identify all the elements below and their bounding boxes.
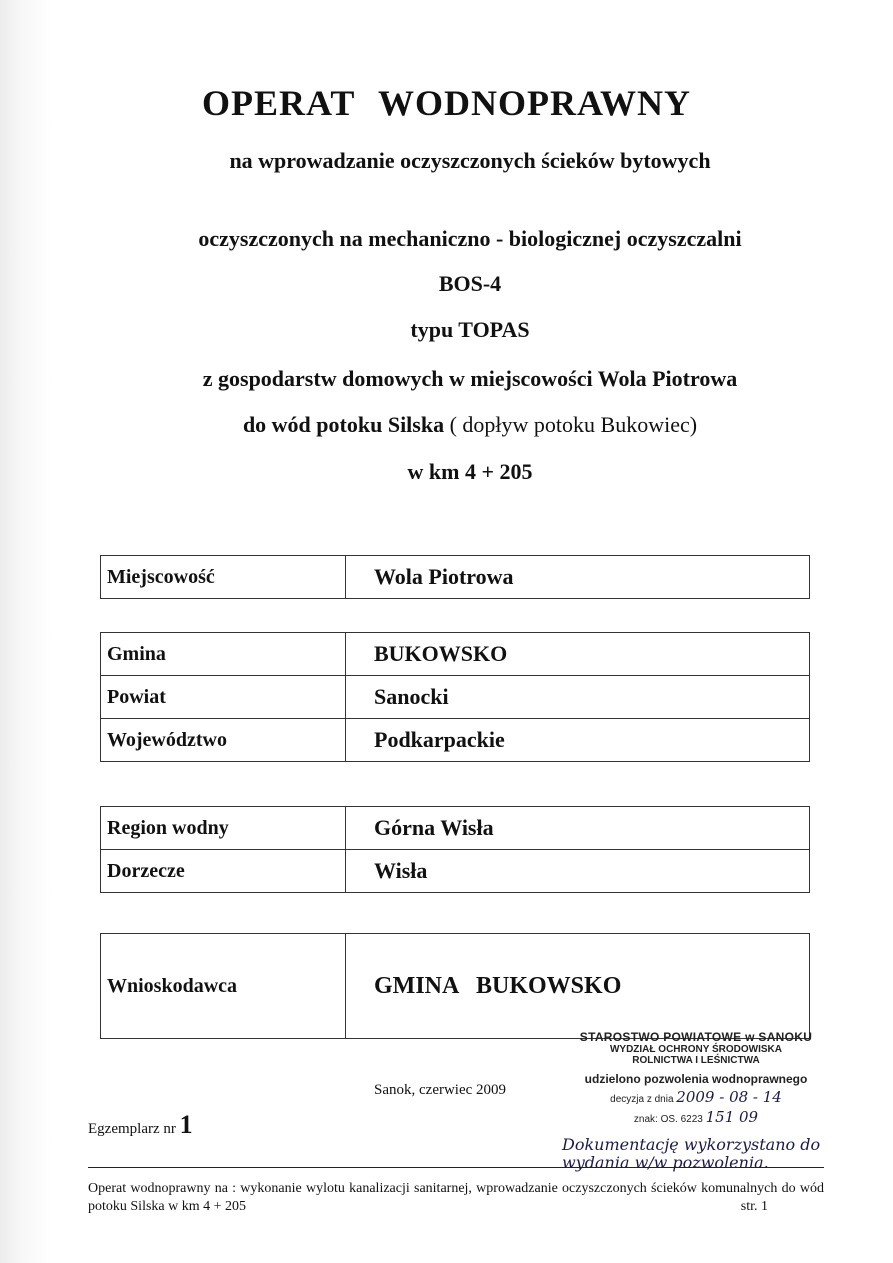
admin-value: Podkarpackie [346, 719, 810, 762]
stamp-sign-value: 151 09 [705, 1108, 759, 1126]
water-value: Wisła [346, 850, 810, 893]
locality-value: Wola Piotrowa [346, 556, 810, 599]
table-row [101, 633, 810, 676]
table-row [101, 719, 810, 762]
admin-label: Gmina [101, 633, 346, 676]
copy-value: 1 [179, 1110, 193, 1139]
applicant-table [100, 933, 810, 1039]
water-value: Górna Wisła [346, 807, 810, 850]
subtitle-line-6-normal: ( dopływ potoku Bukowiec) [444, 412, 698, 437]
water-label: Dorzecze [101, 850, 346, 893]
subtitle-line-5: z gospodarstw domowych w miejscowości Wola Piotrowa [202, 366, 738, 391]
stamp-line-3: ROLNICTWA I LEŚNICTWA [632, 1055, 760, 1066]
admin-label: Województwo [101, 719, 346, 762]
admin-label: Powiat [101, 676, 346, 719]
document-title: OPERAT WODNOPRAWNY [201, 83, 692, 123]
applicant-value: GMINA BUKOWSKO [346, 934, 810, 1039]
table-row [101, 934, 810, 1039]
footer [88, 1180, 824, 1216]
table-row [101, 850, 810, 893]
stamp-line-2: WYDZIAŁ OCHRONY ŚRODOWISKA [609, 1044, 783, 1055]
admin-value: BUKOWSKO [346, 633, 810, 676]
table-row [101, 556, 810, 599]
handwritten-note-line-2: wydania w/w pozwolenia. [562, 1153, 769, 1172]
subtitle-line-4: typu TOPAS [410, 317, 530, 342]
office-stamp [546, 1030, 846, 1126]
water-label: Region wodny [101, 807, 346, 850]
table-row [101, 807, 810, 850]
subtitle-line-3: BOS-4 [438, 271, 502, 296]
stamp-line-1: STAROSTWO POWIATOWE w SANOKU [579, 1030, 813, 1044]
subtitle-line-2: oczyszczonych na mechaniczno - biologicznej oczyszczalni [198, 226, 742, 251]
stamp-line-4: udzielono pozwolenia wodnoprawnego [584, 1072, 808, 1086]
stamp-sign [546, 1108, 846, 1126]
copy-number [88, 1110, 193, 1140]
subtitle-line-6-bold: do wód potoku Silska [242, 412, 445, 437]
scan-page-edge [0, 0, 52, 1263]
table-row [101, 676, 810, 719]
subtitle-line-6 [60, 412, 880, 438]
page-number: str. 1 [740, 1199, 768, 1214]
place-date: Sanok, czerwiec 2009 [374, 1082, 507, 1098]
copy-label: Egzemplarz nr [88, 1121, 176, 1137]
footer-text: Operat wodnoprawny na : wykonanie wylotu kanalizacji sanitarnej, wprowadzanie oczyszczonych ścieków komunalnych do wód potoku Silska w km 4 + 205 [88, 1181, 824, 1214]
stamp-decision-date: 2009 - 08 - 14 [676, 1088, 782, 1106]
stamp-sign-label: znak: OS. 6223 [633, 1114, 703, 1125]
subtitle-line-1: na wprowadzanie oczyszczonych ścieków bytowych [229, 148, 711, 173]
admin-value: Sanocki [346, 676, 810, 719]
applicant-label: Wnioskodawca [101, 934, 346, 1039]
stamp-decision [546, 1088, 846, 1106]
locality-table [100, 555, 810, 599]
water-table [100, 806, 810, 893]
stamp-decision-label: decyzja z dnia [610, 1094, 674, 1105]
footer-divider [88, 1167, 824, 1168]
subtitle-line-7: w km 4 + 205 [407, 459, 533, 484]
handwritten-note-line-1: Dokumentację wykorzystano do [562, 1135, 821, 1154]
admin-table [100, 632, 810, 762]
locality-label: Miejscowość [101, 556, 346, 599]
